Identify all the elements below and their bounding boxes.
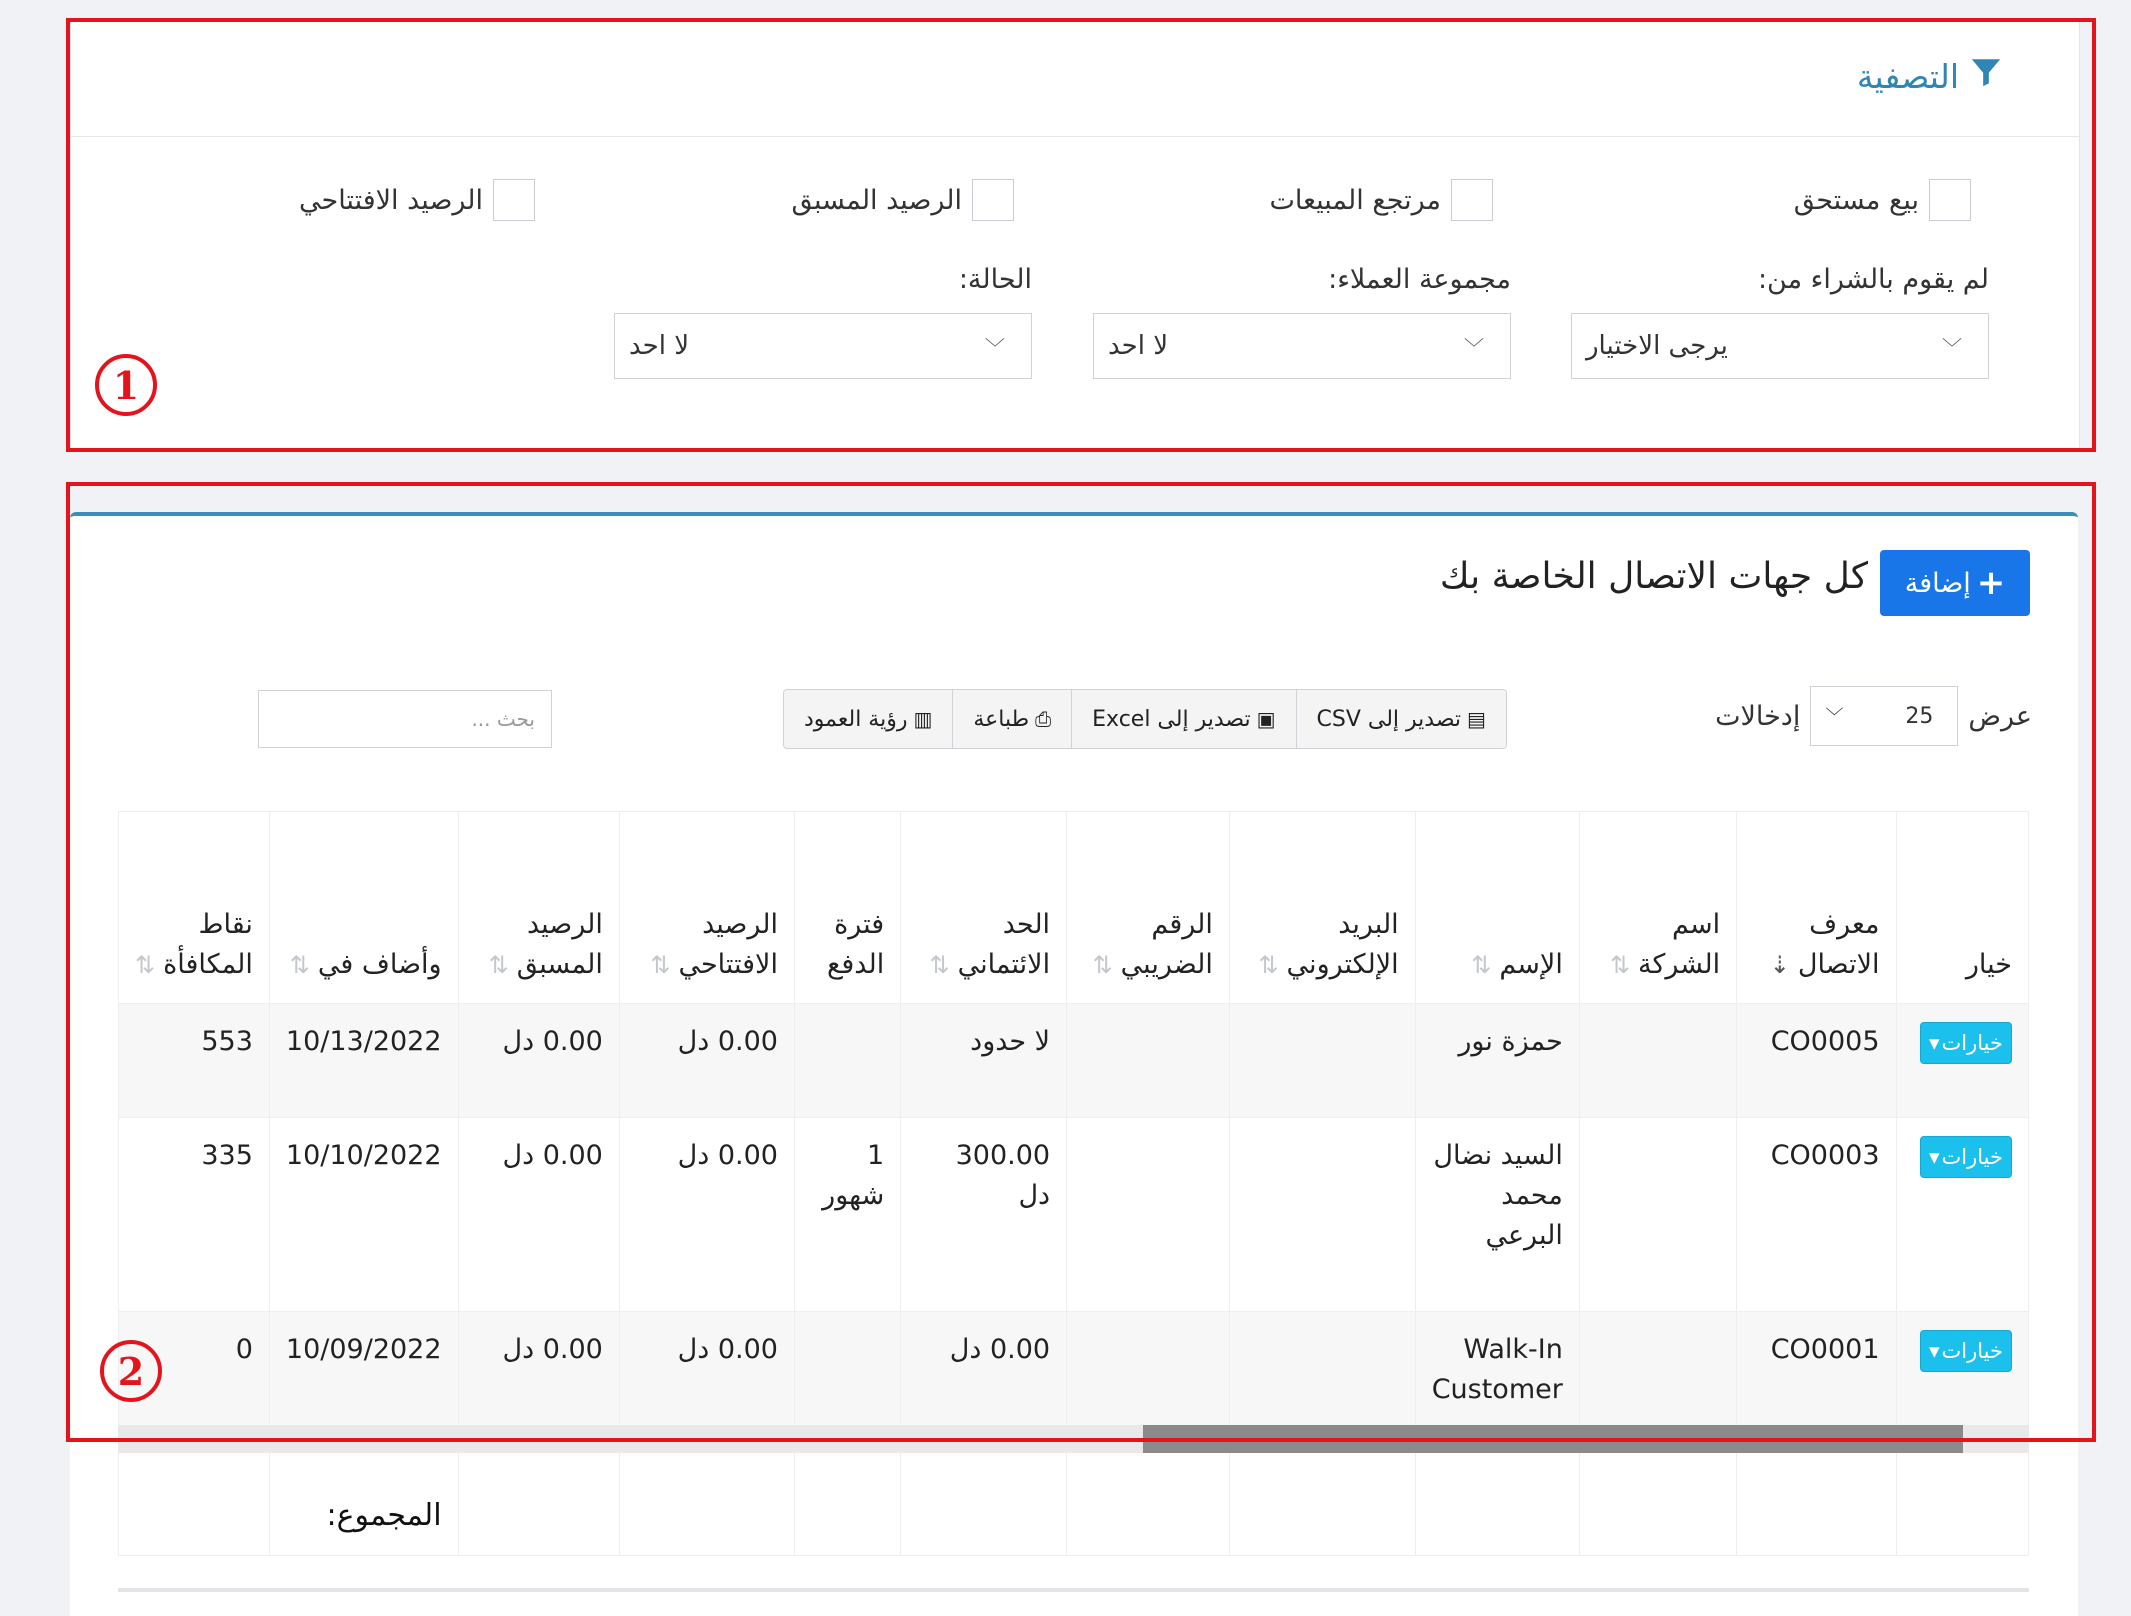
sort-icon[interactable]: ⇅: [1258, 951, 1279, 979]
cell-tax-number: [1067, 1118, 1230, 1312]
print-label: طباعة: [973, 706, 1030, 732]
export-csv-button[interactable]: [1296, 690, 1506, 748]
cell-company: [1579, 1004, 1736, 1118]
col-header-tax-number[interactable]: [1067, 812, 1230, 1004]
add-button-label: إضافة: [1904, 567, 1971, 599]
cell-name: حمزة نور: [1415, 1004, 1579, 1118]
checkbox-box[interactable]: [493, 179, 535, 221]
col-header-added-on[interactable]: [269, 812, 458, 1004]
checkbox-advance-balance[interactable]: [791, 179, 1014, 221]
header-label: اسم الشركة: [1638, 909, 1721, 980]
select-value: لا احد: [629, 331, 690, 361]
cell-name: Walk-In Customer: [1415, 1312, 1579, 1426]
options-dropdown-button[interactable]: [1920, 1136, 2012, 1178]
cell-opening-balance: 0.00 دل: [619, 1312, 794, 1426]
table-row: [119, 1004, 2029, 1118]
options-label: خيارات: [1941, 1339, 2003, 1363]
cell-credit-limit: 0.00 دل: [901, 1312, 1067, 1426]
options-label: خيارات: [1941, 1145, 2003, 1169]
header-label: الرصيد الافتتاحي: [678, 909, 778, 980]
header-label: الرصيد المسبق: [516, 909, 603, 980]
header-label: وأضاف في: [317, 949, 442, 980]
caret-down-icon: ▾: [1928, 1031, 1940, 1055]
cell-added-on: 10/10/2022: [269, 1118, 458, 1312]
csv-file-icon: ▤: [1467, 707, 1486, 731]
export-excel-button[interactable]: [1071, 690, 1295, 748]
entries-select[interactable]: [1810, 686, 1958, 746]
cell-reward-points: 0: [119, 1312, 270, 1426]
cell-added-on: 10/09/2022: [269, 1312, 458, 1426]
cell-advance-balance: 0.00 دل: [458, 1312, 619, 1426]
col-header-option: [1896, 812, 2028, 1004]
contacts-table-wrapper: [118, 811, 2029, 1616]
entries-value: 25: [1905, 703, 1934, 729]
checkbox-box[interactable]: [1929, 179, 1971, 221]
sort-desc-icon[interactable]: ⇣: [1769, 951, 1790, 979]
col-header-pay-term[interactable]: [794, 812, 900, 1004]
excel-file-icon: ▣: [1256, 707, 1276, 731]
header-label: الإسم: [1499, 949, 1563, 980]
cell-reward-points: 335: [119, 1118, 270, 1312]
cell-email: [1229, 1118, 1415, 1312]
caret-down-icon: ▾: [1928, 1339, 1940, 1363]
column-visibility-label: رؤية العمود: [804, 706, 908, 732]
col-header-email[interactable]: [1229, 812, 1415, 1004]
sort-icon[interactable]: ⇅: [929, 951, 950, 979]
header-label: خيار: [1965, 949, 2012, 980]
cell-reward-points: 553: [119, 1004, 270, 1118]
not-purchased-label: لم يقوم بالشراء من:: [1757, 264, 1989, 295]
col-header-company[interactable]: [1579, 812, 1736, 1004]
chevron-down-icon: ﹀: [985, 335, 1005, 360]
header-label: فترة الدفع: [827, 909, 885, 980]
cell-pay-term: 1 شهور: [794, 1118, 900, 1312]
checkbox-label: بيع مستحق: [1793, 184, 1919, 216]
checkbox-label: مرتجع المبيعات: [1269, 184, 1441, 216]
cell-option: [1896, 1004, 2028, 1118]
options-dropdown-button[interactable]: [1920, 1330, 2012, 1372]
sort-icon[interactable]: ⇅: [135, 951, 156, 979]
annotation-marker-2: 2: [100, 1340, 162, 1402]
cell-company: [1579, 1312, 1736, 1426]
header-label: الحد الائتماني: [957, 909, 1051, 980]
status-select[interactable]: [614, 313, 1032, 379]
col-header-reward-points[interactable]: [119, 812, 270, 1004]
cell-company: [1579, 1118, 1736, 1312]
sort-icon[interactable]: ⇅: [1471, 951, 1492, 979]
card-title: كل جهات الاتصال الخاصة بك: [1439, 556, 1868, 597]
annotation-marker-1: 1: [95, 354, 157, 416]
cell-opening-balance: 0.00 دل: [619, 1118, 794, 1312]
not-purchased-select[interactable]: [1571, 313, 1989, 379]
col-header-credit-limit[interactable]: [901, 812, 1067, 1004]
cell-credit-limit: 300.00 دل: [901, 1118, 1067, 1312]
entries-label: إدخالات: [1715, 700, 1801, 732]
filter-title[interactable]: [1857, 55, 2003, 97]
total-label: المجموع:: [269, 1426, 458, 1556]
cell-email: [1229, 1004, 1415, 1118]
cell-credit-limit: لا حدود: [901, 1004, 1067, 1118]
plus-icon: +: [1976, 563, 2006, 603]
columns-icon: ▥: [913, 707, 933, 731]
checkbox-label: الرصيد المسبق: [791, 184, 962, 216]
cell-pay-term: [794, 1312, 900, 1426]
sort-icon[interactable]: ⇅: [650, 951, 671, 979]
chevron-down-icon: ﹀: [1825, 707, 1844, 728]
table-header-row: [119, 812, 2029, 1004]
checkbox-box[interactable]: [1451, 179, 1493, 221]
sort-icon[interactable]: ⇅: [289, 951, 310, 979]
search-input[interactable]: [258, 690, 552, 748]
column-visibility-button[interactable]: [784, 690, 952, 748]
caret-down-icon: ▾: [1928, 1145, 1940, 1169]
col-header-opening-balance[interactable]: [619, 812, 794, 1004]
header-label: الرقم الضريبي: [1120, 909, 1213, 980]
header-label: معرف الاتصال: [1797, 909, 1880, 980]
cell-opening-balance: 0.00 دل: [619, 1004, 794, 1118]
col-header-name[interactable]: [1415, 812, 1579, 1004]
sort-icon[interactable]: ⇅: [1092, 951, 1113, 979]
print-button[interactable]: [952, 690, 1071, 748]
cell-option: [1896, 1312, 2028, 1426]
cell-contact-id: CO0003: [1737, 1118, 1896, 1312]
sort-icon[interactable]: ⇅: [488, 951, 509, 979]
col-header-contact-id[interactable]: [1737, 812, 1896, 1004]
table-row: [119, 1312, 2029, 1426]
print-icon: ⎙: [1035, 707, 1052, 731]
divider: [118, 1588, 2029, 1592]
table-row: [119, 1118, 2029, 1312]
entries-length-control: [1715, 686, 2032, 746]
checkbox-overdue-sell[interactable]: [1794, 179, 1971, 221]
cell-contact-id: CO0005: [1737, 1004, 1896, 1118]
options-dropdown-button[interactable]: [1920, 1022, 2012, 1064]
cell-tax-number: [1067, 1312, 1230, 1426]
cell-advance-balance: 0.00 دل: [458, 1004, 619, 1118]
header-label: نقاط المكافأة: [163, 909, 253, 980]
cell-advance-balance: 0.00 دل: [458, 1118, 619, 1312]
divider: [71, 136, 2079, 137]
show-label: عرض: [1968, 700, 2032, 732]
export-button-group: [783, 689, 1507, 749]
export-excel-label: تصدير إلى Excel: [1092, 706, 1251, 732]
export-csv-label: تصدير إلى CSV: [1316, 706, 1462, 732]
cell-added-on: 10/13/2022: [269, 1004, 458, 1118]
checkbox-sell-return[interactable]: [1269, 179, 1493, 221]
chevron-down-icon: ﹀: [1464, 335, 1484, 360]
cell-tax-number: [1067, 1004, 1230, 1118]
sort-icon[interactable]: ⇅: [1609, 951, 1631, 979]
select-value: يرجى الاختيار: [1586, 331, 1728, 361]
checkbox-opening-balance[interactable]: [299, 179, 535, 221]
filter-icon: [1969, 55, 2003, 97]
checkbox-label: الرصيد الافتتاحي: [299, 184, 483, 216]
cell-pay-term: [794, 1004, 900, 1118]
customer-group-label: مجموعة العملاء:: [1328, 264, 1511, 295]
add-button[interactable]: [1880, 550, 2030, 616]
cell-contact-id: CO0001: [1737, 1312, 1896, 1426]
customer-group-select[interactable]: [1093, 313, 1511, 379]
chevron-down-icon: ﹀: [1942, 335, 1962, 360]
horizontal-scrollbar-thumb[interactable]: [1143, 1425, 1963, 1453]
cell-option: [1896, 1118, 2028, 1312]
checkbox-box[interactable]: [972, 179, 1014, 221]
cell-name: السيد نضال محمد البرعي: [1415, 1118, 1579, 1312]
filter-title-label: التصفية: [1856, 56, 1959, 96]
options-label: خيارات: [1941, 1031, 2003, 1055]
col-header-advance-balance[interactable]: [458, 812, 619, 1004]
select-value: لا احد: [1108, 331, 1169, 361]
cell-email: [1229, 1312, 1415, 1426]
status-label: الحالة:: [958, 264, 1032, 295]
header-label: البريد الإلكتروني: [1286, 909, 1399, 980]
filter-panel: [70, 18, 2080, 450]
